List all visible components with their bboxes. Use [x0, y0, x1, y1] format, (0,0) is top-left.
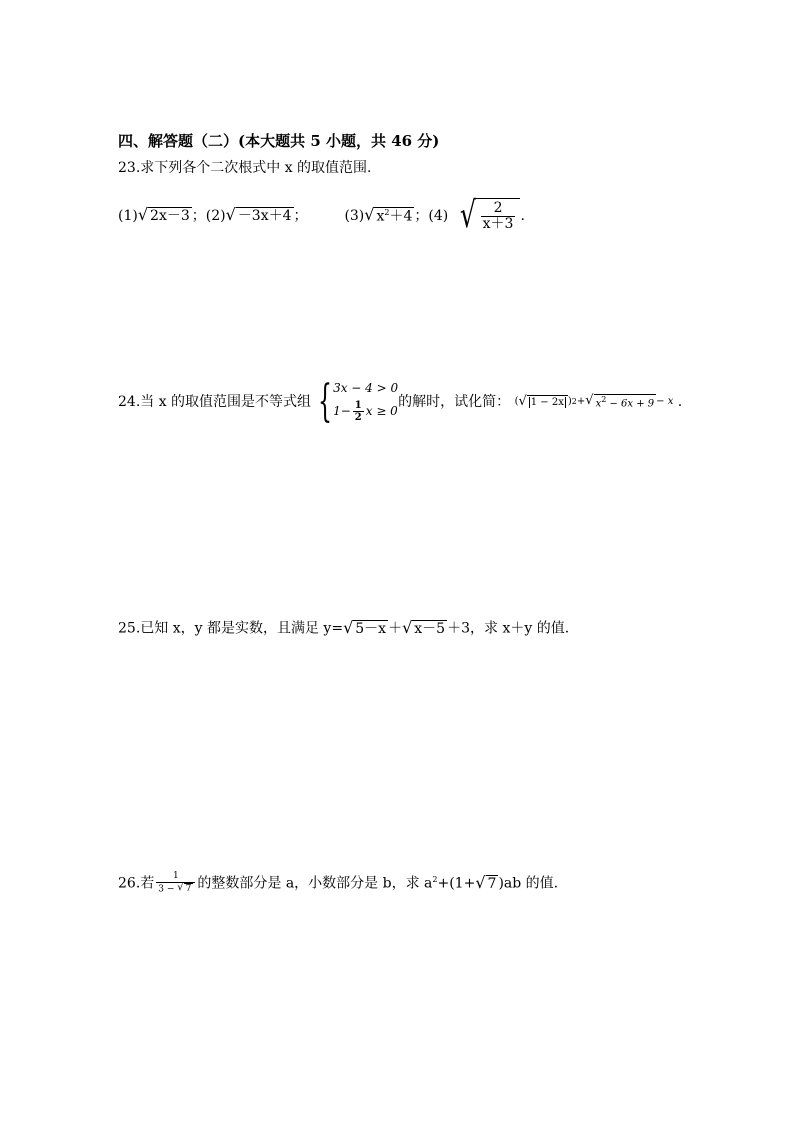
q23-part2-sqrt [226, 207, 294, 224]
separator: ； [293, 208, 308, 224]
radical-icon: √ [475, 872, 486, 892]
radical-icon: √ [402, 618, 413, 637]
radical-icon: √ [177, 881, 184, 893]
plus: + [576, 395, 586, 407]
q23-part1-sqrt [138, 207, 192, 224]
q26-middle2: +(1+ [437, 875, 476, 892]
inequality-1: 3x − 4 > 0 [333, 380, 399, 395]
q24-prefix: 24.当 x 的取值范围是不等式组 [118, 394, 312, 410]
lead: 1− [333, 404, 351, 418]
numerator: 1 [172, 871, 179, 881]
q24-middle: 的解时，试化简： [398, 394, 511, 410]
q23-part4-radicand [476, 198, 521, 234]
section-title: 四、解答题（二）(本大题共 5 小题，共 46 分) [118, 132, 440, 150]
question-26 [118, 872, 558, 895]
close-paren: ) [567, 395, 572, 407]
q25-sqrt-1 [343, 620, 388, 637]
q25-prefix: 25.已知 x，y 都是实数，且满足 y= [118, 620, 344, 637]
q26-middle: 的整数部分是 a，小数部分是 b，求 a [197, 875, 433, 892]
rest: − 6x + 9 [606, 398, 655, 410]
radical-icon: √ [585, 393, 594, 409]
q23-part1-radicand: 2x－3 [150, 208, 190, 225]
left-brace-icon: { [318, 376, 333, 427]
radical-icon: √ [364, 204, 375, 224]
q23-part3-sqrt [364, 204, 414, 225]
var: x [595, 398, 602, 410]
denominator [156, 882, 195, 895]
radical-icon: √ [459, 195, 476, 236]
den-lead: 3 − [158, 884, 178, 895]
tail: − x [656, 395, 674, 407]
base: x [376, 208, 385, 225]
q26-prefix: 26.若 [118, 875, 155, 892]
inequality-2-fraction [353, 400, 364, 423]
inequality-system [311, 376, 399, 427]
tail: x ≥ 0 [365, 404, 398, 418]
q23-part2-label: (2) [205, 208, 226, 224]
radicand: 7 [185, 883, 192, 894]
exponent: 2 [601, 395, 607, 405]
exponent: 2 [432, 874, 438, 884]
plus: ＋ [388, 620, 403, 637]
q23-part2-radicand: －3x＋4 [237, 208, 292, 225]
numerator: 2 [493, 200, 503, 216]
open-paren: ( [514, 395, 519, 407]
expr-sqrt-quadratic [585, 394, 656, 409]
end-mark: . [520, 208, 525, 224]
exponent: 2 [571, 396, 577, 406]
numerator: 1 [354, 399, 362, 411]
tail: ＋4 [389, 208, 413, 225]
q26-tail: )ab 的值. [498, 875, 559, 892]
absolute-value: 1 − 2x [530, 397, 564, 409]
radicand: 7 [487, 875, 497, 892]
radical-icon: √ [225, 205, 236, 225]
q23-part4-fraction [481, 201, 516, 233]
q24-expression [515, 394, 674, 409]
q23-part4-label: (4) [428, 208, 449, 224]
inequality-2 [333, 400, 398, 423]
question-24 [118, 376, 683, 427]
den-sqrt [177, 883, 193, 895]
q23-part3-label: (3) [344, 208, 365, 224]
denominator: 2 [354, 411, 362, 423]
question-23-parts [118, 195, 525, 236]
radical-icon: √ [518, 394, 527, 410]
q26-fraction [156, 872, 195, 895]
end-mark: . [673, 394, 683, 410]
radical-icon: √ [343, 618, 354, 637]
q25-sqrt-2 [402, 620, 447, 637]
q26-sqrt [475, 872, 498, 892]
radicand: x－5 [414, 621, 446, 637]
radicand: 5－x [355, 621, 387, 637]
exponent: 2 [384, 207, 390, 217]
question-23-stem: 23.求下列各个二次根式中 x 的取值范围. [118, 160, 372, 176]
question-25 [118, 620, 569, 637]
separator: ； [191, 208, 206, 224]
expr-sqrt-abs [518, 395, 567, 408]
q23-part1-label: (1) [118, 208, 138, 224]
radical-icon: √ [137, 205, 149, 225]
q23-part3-radicand [374, 207, 414, 225]
q25-tail: ＋3，求 x＋y 的值. [447, 620, 570, 637]
separator: ； [414, 208, 429, 224]
q23-part4-sqrt [453, 195, 521, 236]
denominator: x＋3 [482, 216, 514, 233]
